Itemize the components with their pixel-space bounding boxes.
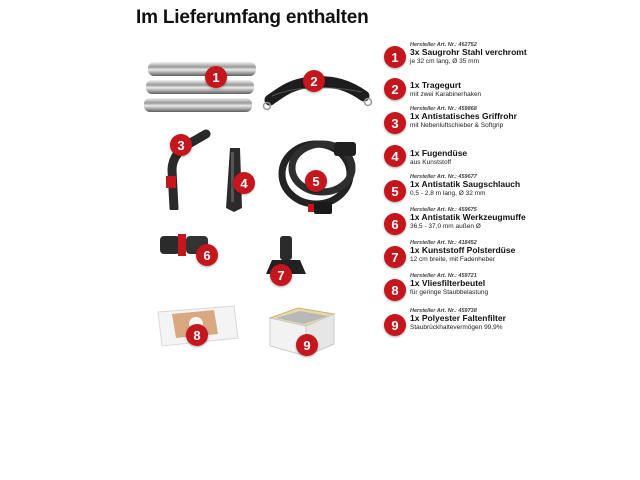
item-description: Staubrückhaltevermögen 99,9% [410, 324, 503, 332]
list-item [410, 149, 635, 166]
item-name: 1x Polyester Faltenfilter [410, 313, 506, 324]
list-badge-5: 5 [384, 180, 406, 202]
list-badge-1: 1 [384, 46, 406, 68]
list-item [410, 81, 635, 98]
item-name: 1x Vliesfilterbeutel [410, 278, 486, 289]
picture-badge-3: 3 [170, 134, 192, 156]
list-badge-4: 4 [384, 145, 406, 167]
list-item [410, 240, 635, 264]
list-item [410, 42, 635, 66]
picture-badge-5: 5 [305, 170, 327, 192]
list-item [410, 207, 635, 231]
item-description: 0,5 - 2,8 m lang, Ø 32 mm [410, 190, 486, 198]
item-name: 1x Antistatisches Griffrohr [410, 111, 517, 122]
list-item [410, 174, 635, 198]
item-description: für geringe Staubbelastung [410, 289, 489, 297]
item-description: 12 cm breite, mit Fadenheber [410, 256, 495, 264]
list-badge-3: 3 [384, 112, 406, 134]
picture-badge-6: 6 [196, 244, 218, 266]
picture-badge-8: 8 [186, 324, 208, 346]
article-number: Hersteller Art. Nr.: 462752 [410, 42, 477, 48]
list-badge-2: 2 [384, 78, 406, 100]
item-name: 1x Tragegurt [410, 80, 462, 90]
article-number: Hersteller Art. Nr.: 418452 [410, 240, 477, 246]
item-name: 1x Fugendüse [410, 148, 468, 158]
article-number: Hersteller Art. Nr.: 459738 [410, 308, 477, 314]
picture-badge-9: 9 [296, 334, 318, 356]
page-title: Im Lieferumfang enthalten [136, 7, 369, 28]
list-badge-6: 6 [384, 213, 406, 235]
item-name: 1x Antistatik Saugschlauch [410, 179, 521, 190]
picture-badge-4: 4 [233, 172, 255, 194]
list-item [410, 308, 635, 332]
article-number: Hersteller Art. Nr.: 459675 [410, 207, 477, 213]
article-number: Hersteller Art. Nr.: 459868 [410, 106, 477, 112]
picture-badge-7: 7 [270, 264, 292, 286]
picture-badge-1: 1 [205, 66, 227, 88]
item-name: 1x Kunststoff Polsterdüse [410, 245, 516, 256]
item-description: aus Kunststoff [410, 158, 452, 166]
item-name: 3x Saugrohr Stahl verchromt [410, 47, 527, 58]
item-description: 36,5 - 37,0 mm außen Ø [410, 223, 481, 231]
article-number: Hersteller Art. Nr.: 459721 [410, 273, 477, 279]
item-description: je 32 cm lang, Ø 35 mm [410, 58, 479, 66]
item-description: mit Nebenluftschieber & Softgrip [410, 122, 504, 130]
picture-badge-2: 2 [303, 70, 325, 92]
item-description: mit zwei Karabinerhaken [410, 90, 482, 98]
steel-tubes-icon [140, 58, 262, 120]
item-name: 1x Antistatik Werkzeugmuffe [410, 212, 526, 223]
article-number: Hersteller Art. Nr.: 459677 [410, 174, 477, 180]
list-badge-8: 8 [384, 279, 406, 301]
list-badge-9: 9 [384, 314, 406, 336]
list-badge-7: 7 [384, 246, 406, 268]
list-item [410, 273, 635, 297]
list-item [410, 106, 635, 130]
